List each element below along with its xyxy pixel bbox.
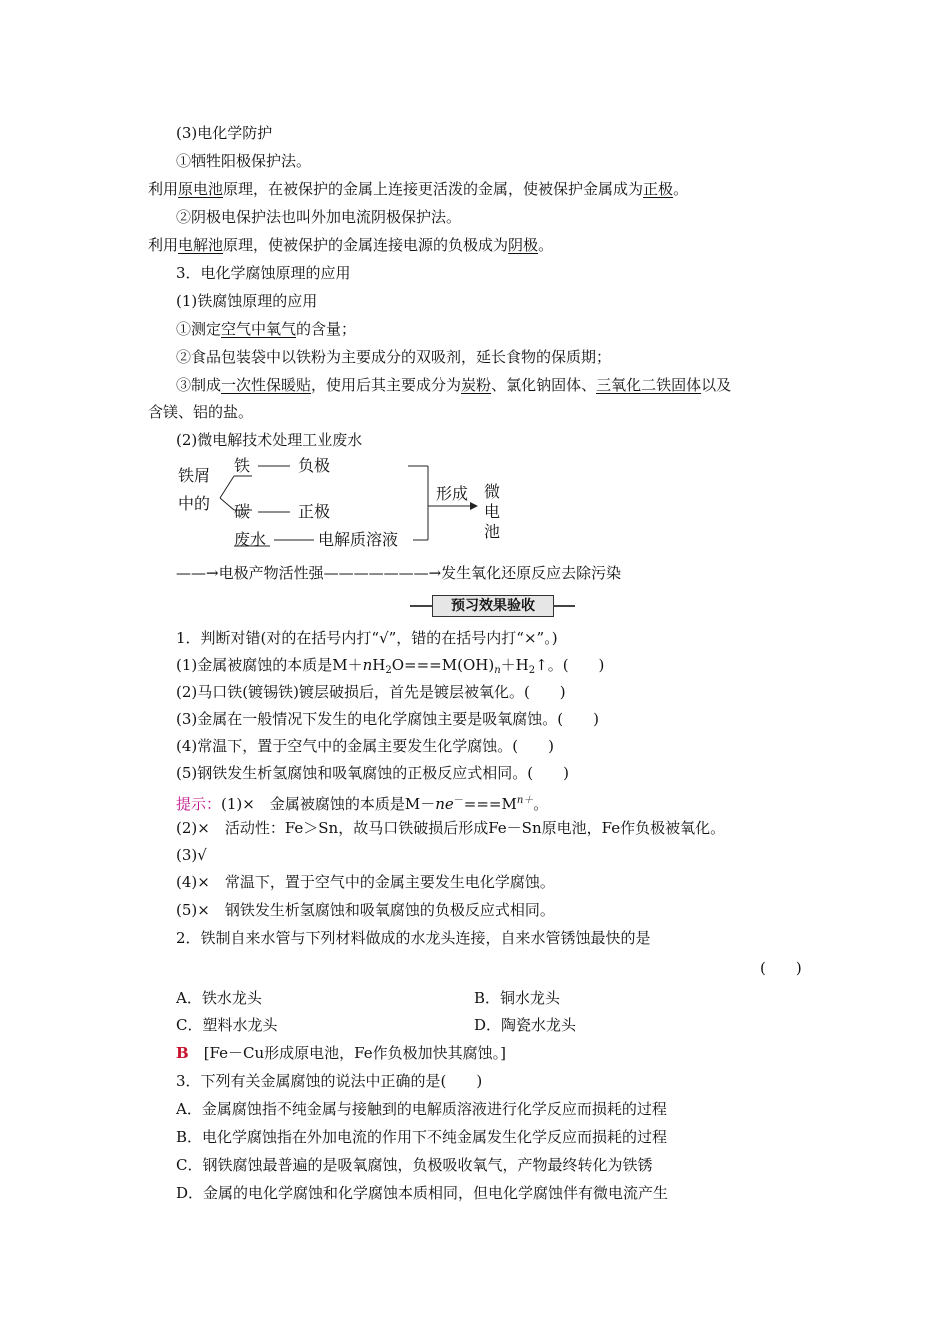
diagram-result: 电 <box>484 502 501 521</box>
diagram-label: 中的 <box>178 494 211 513</box>
micro-electrolysis-diagram <box>178 454 518 556</box>
answer-underline: 一次性保暖贴 <box>221 376 312 394</box>
application-item-2: ②食品包装袋中以铁粉为主要成分的双吸剂，延长食物的保质期； <box>176 348 612 366</box>
hint-label: 提示： <box>176 795 222 813</box>
diagram-node-electrolyte: 电解质溶液 <box>318 530 399 549</box>
method-1-text: 利用原电池原理，在被保护的金属上连接更活泼的金属，使被保护金属成为正极。 <box>148 180 689 198</box>
application-item-1: ①测定空气中氧气的含量； <box>176 320 357 338</box>
option-d: D．陶瓷水龙头 <box>474 1016 577 1034</box>
section-banner <box>410 595 576 617</box>
method-2-text: 利用电解池原理，使被保护的金属连接电源的负极成为阴极。 <box>148 236 554 254</box>
diagram-node-positive: 正极 <box>298 502 331 521</box>
question-1-item: (3)金属在一般情况下发生的电化学腐蚀主要是吸氧腐蚀。( ) <box>176 710 599 728</box>
answer-underline: 三氧化二铁固体 <box>596 376 702 394</box>
option-c: C．钢铁腐蚀最普遍的是吸氧腐蚀，负极吸收氧气，产物最终转化为铁锈 <box>176 1156 653 1174</box>
question-1-item: (4)常温下，置于空气中的金属主要发生化学腐蚀。( ) <box>176 737 554 755</box>
diagram-label: 铁屑 <box>178 466 211 485</box>
diagram-result: 池 <box>484 522 501 541</box>
answer-letter: B <box>176 1044 189 1062</box>
answer-underline: 炭粉 <box>461 376 492 394</box>
hint-line: (3)√ <box>176 846 207 864</box>
option-d: D．金属的电化学腐蚀和化学腐蚀本质相同，但电化学腐蚀伴有微电流产生 <box>176 1184 669 1202</box>
option-a: A．金属腐蚀指不纯金属与接触到的电解质溶液进行化学反应而损耗的过程 <box>176 1100 667 1118</box>
diagram-node-iron: 铁 <box>234 456 251 475</box>
hint-line: 提示：(1)× 金属被腐蚀的本质是$M-ne^-===M^{n+}$。 <box>176 795 549 813</box>
hint-line: (4)× 常温下，置于空气中的金属主要发生电化学腐蚀。 <box>176 873 555 891</box>
question-2-stem: 2．铁制自来水管与下列材料做成的水龙头连接，自来水管锈蚀最快的是 <box>176 929 651 947</box>
method-2-title: ②阴极电保护法也叫外加电流阴极保护法。 <box>176 208 462 226</box>
subsection-title: (1)铁腐蚀原理的应用 <box>176 292 318 310</box>
subsection-title: (2)微电解技术处理工业废水 <box>176 431 363 449</box>
application-item-3-cont: 含镁、铝的盐。 <box>148 403 254 421</box>
diagram-arrow-label: 形成 <box>436 484 469 503</box>
section-title: 3．电化学腐蚀原理的应用 <box>176 264 351 282</box>
section-heading: (3)电化学防护 <box>176 124 273 142</box>
diagram-result: 微 <box>484 482 501 501</box>
answer-bracket: ( ) <box>760 959 802 977</box>
banner-title: 预习效果验收 <box>432 595 554 617</box>
diagram-chain: ——→电极产物活性强———————→发生氧化还原反应去除污染 <box>176 564 622 582</box>
answer-underline: 阴极 <box>508 236 539 254</box>
hint-line: (5)× 钢铁发生析氢腐蚀和吸氧腐蚀的负极反应式相同。 <box>176 901 555 919</box>
option-c: C．塑料水龙头 <box>176 1016 278 1034</box>
option-b: B．电化学腐蚀指在外加电流的作用下不纯金属发生化学反应而损耗的过程 <box>176 1128 668 1146</box>
answer-underline: 原电池 <box>178 180 224 198</box>
hint-line: (2)× 活动性：Fe＞Sn，故马口铁破损后形成Fe－Sn原电池，Fe作负极被氧化。 <box>176 819 726 837</box>
diagram-node-wastewater: 废水 <box>234 530 267 549</box>
diagram-node-carbon: 碳 <box>234 502 251 521</box>
answer-line: B [Fe－Cu形成原电池，Fe作负极加快其腐蚀。] <box>176 1044 506 1062</box>
question-1-item: (1)金属被腐蚀的本质是$M+nH_2O===M(OH)_n+H_2↑$。( ) <box>176 656 605 676</box>
question-1-stem: 1．判断对错(对的在括号内打“√”，错的在括号内打“×”。) <box>176 629 558 647</box>
question-1-item: (2)马口铁(镀锡铁)镀层破损后，首先是镀层被氧化。( ) <box>176 683 566 701</box>
question-3-stem: 3．下列有关金属腐蚀的说法中正确的是( ) <box>176 1072 483 1090</box>
option-b: B．铜水龙头 <box>474 989 561 1007</box>
answer-underline: 电解池 <box>178 236 224 254</box>
question-1-item: (5)钢铁发生析氢腐蚀和吸氧腐蚀的正极反应式相同。( ) <box>176 764 569 782</box>
application-item-3: ③制成一次性保暖贴，使用后其主要成分为炭粉、氯化钠固体、三氧化二铁固体以及 <box>176 376 732 394</box>
diagram-node-negative: 负极 <box>298 456 331 475</box>
answer-underline: 正极 <box>643 180 674 198</box>
answer-underline: 空气中氧气 <box>221 320 297 338</box>
option-a: A．铁水龙头 <box>176 989 262 1007</box>
method-1-title: ①牺牲阳极保护法。 <box>176 152 312 170</box>
